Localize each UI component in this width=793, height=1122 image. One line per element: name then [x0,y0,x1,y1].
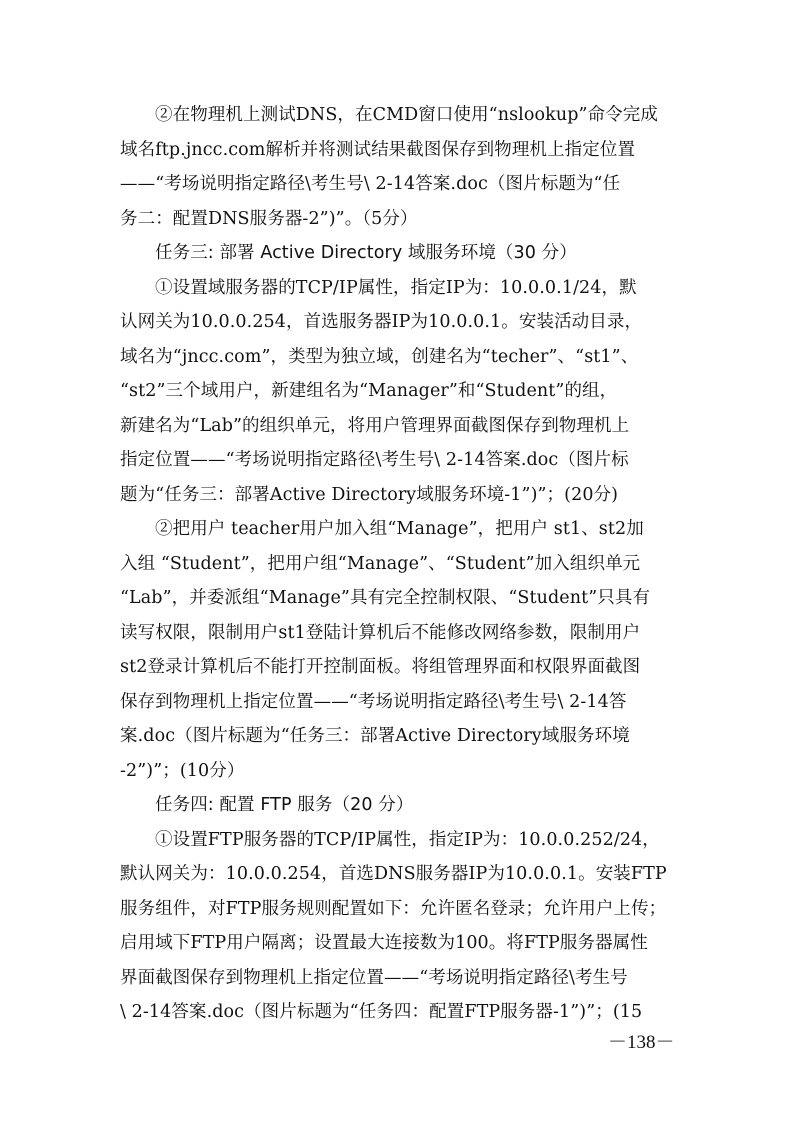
text-line: \ 2-14答案.doc（图片标题为“任务四：配置FTP服务器-1”)”；(15 [120,1002,643,1022]
text-line: st2登录计算机后不能打开控制面板。将组管理界面和权限界面截图 [120,657,641,677]
text-line: ——“考场说明指定路径\考生号\ 2-14答案.doc（图片标题为“任 [120,174,621,194]
text-line: ②在物理机上测试DNS，在CMD窗口使用“nslookup”命令完成 [155,105,658,125]
text-line: 启用域下FTP用户隔离；设置最大连接数为100。将FTP服务器属性 [120,933,648,953]
text-line: 默认网关为：10.0.0.254，首选DNS服务器IP为10.0.0.1。安装FTP [120,864,667,884]
text-line: 保存到物理机上指定位置——“考场说明指定路径\考生号\ 2-14答 [120,691,627,712]
text-line: 案.doc（图片标题为“任务三：部署Active Directory域服务环境 [120,726,630,746]
text-line: 服务组件，对FTP服务规则配置如下：允许匿名登录；允许用户上传； [120,898,667,919]
text-line: ②把用户 teacher用户加入组“Manage”，把用户 st1、st2加 [155,519,644,539]
text-line: 域名为“jncc.com”，类型为独立域，创建名为“techer”、“st1”、 [120,346,639,367]
text-line: 域名ftp.jncc.com解析并将测试结果截图保存到物理机上指定位置 [120,139,636,160]
section-heading: 任务四: 配置 FTP 服务（20 分） [155,795,414,815]
text-line: 指定位置——“考场说明指定路径\考生号\ 2-14答案.doc（图片标 [120,450,629,470]
section-heading: 任务三: 部署 Active Directory 域服务环境（30 分） [155,243,577,263]
text-line: 界面截图保存到物理机上指定位置——“考场说明指定路径\考生号 [120,967,628,988]
page-number: －138－ [608,1031,675,1053]
text-line: “Lab”，并委派组“Manage”具有完全控制权限、“Student”只具有 [120,588,651,608]
text-line: 认网关为10.0.0.254，首选服务器IP为10.0.0.1。安装活动目录， [120,312,643,332]
text-line: 题为“任务三：部署Active Directory域服务环境-1”)”；(20分) [120,484,619,505]
text-line: 读写权限，限制用户st1登陆计算机后不能修改网络参数，限制用户 [120,622,641,643]
text-line: -2”)”；(10分） [120,760,245,781]
text-line: ①设置域服务器的TCP/IP属性，指定IP为：10.0.0.1/24，默 [155,277,637,298]
text-line: “st2”三个域用户，新建组名为“Manager”和“Student”的组， [120,381,618,401]
text-line: 入组 “Student”，把用户组“Manage”、“Student”加入组织单元 [120,553,641,574]
text-line: 新建名为“Lab”的组织单元，将用户管理界面截图保存到物理机上 [120,415,630,436]
text-line: ①设置FTP服务器的TCP/IP属性，指定IP为：10.0.0.252/24， [155,829,660,850]
text-line: 务二：配置DNS服务器-2”)”。（5分） [120,208,418,229]
